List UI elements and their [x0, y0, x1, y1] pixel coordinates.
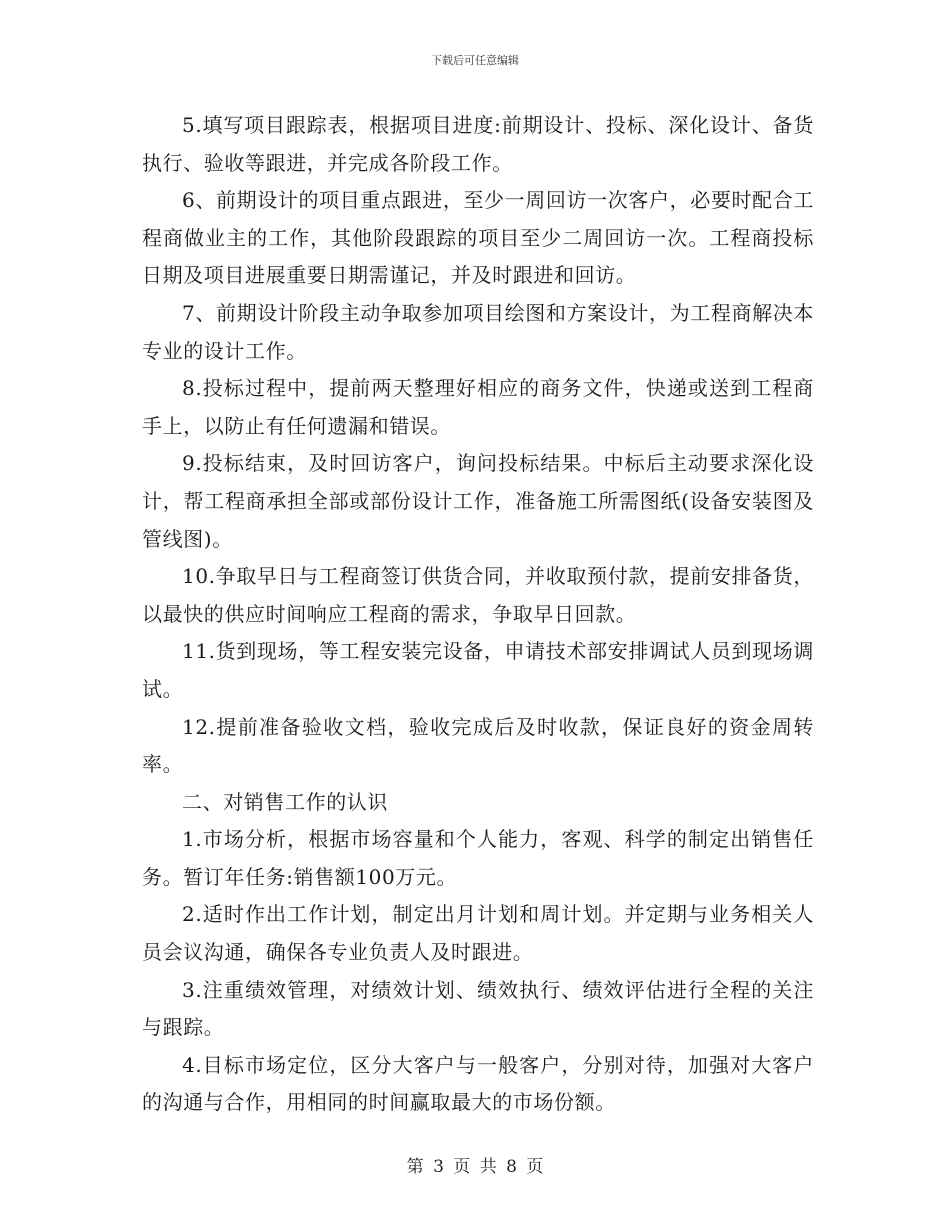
- paragraph-section2-item-4: 4.目标市场定位，区分大客户与一般客户，分别对待，加强对大客户的沟通与合作，用相同的时间赢取最大的市场份额。: [142, 1052, 814, 1115]
- document-body: [142, 107, 814, 1122]
- paragraph-item-12: 12.提前准备验收文档，验收完成后及时收款，保证良好的资金周转率。: [142, 714, 814, 777]
- paragraph-item-9: 9.投标结束，及时回访客户，询问投标结果。中标后主动要求深化设计，帮工程商承担全部或部份设计工作，准备施工所需图纸(设备安装图及管线图)。: [142, 451, 814, 551]
- page-footer: 第 3 页 共 8 页: [406, 1157, 544, 1177]
- paragraph-section2-item-2: 2.适时作出工作计划，制定出月计划和周计划。并定期与业务相关人员会议沟通，确保各专业负责人及时跟进。: [142, 902, 814, 965]
- paragraph-item-6: 6、前期设计的项目重点跟进，至少一周回访一次客户，必要时配合工程商做业主的工作，其他阶段跟踪的项目至少二周回访一次。工程商投标日期及项目进展重要日期需谨记，并及时跟进和回访。: [142, 188, 814, 288]
- paragraph-section2-item-3: 3.注重绩效管理，对绩效计划、绩效执行、绩效评估进行全程的关注与跟踪。: [142, 977, 814, 1040]
- paragraph-section2-item-1: 1.市场分析，根据市场容量和个人能力，客观、科学的制定出销售任务。暂订年任务:销售额100万元。: [142, 827, 814, 889]
- paragraph-item-7: 7、前期设计阶段主动争取参加项目绘图和方案设计，为工程商解决本专业的设计工作。: [142, 300, 814, 363]
- page-header: 下载后可任意编辑: [431, 54, 519, 67]
- paragraph-item-8: 8.投标过程中，提前两天整理好相应的商务文件，快递或送到工程商手上，以防止有任何遗漏和错误。: [142, 376, 814, 438]
- paragraph-item-5: 5.填写项目跟踪表，根据项目进度:前期设计、投标、深化设计、备货执行、验收等跟进，并完成各阶段工作。: [142, 113, 814, 175]
- paragraph-item-10: 10.争取早日与工程商签订供货合同，并收取预付款，提前安排备货，以最快的供应时间响应工程商的需求，争取早日回款。: [142, 564, 814, 626]
- section-heading: 二、对销售工作的认识: [182, 789, 388, 814]
- paragraph-item-11: 11.货到现场，等工程安装完设备，申请技术部安排调试人员到现场调试。: [142, 639, 814, 701]
